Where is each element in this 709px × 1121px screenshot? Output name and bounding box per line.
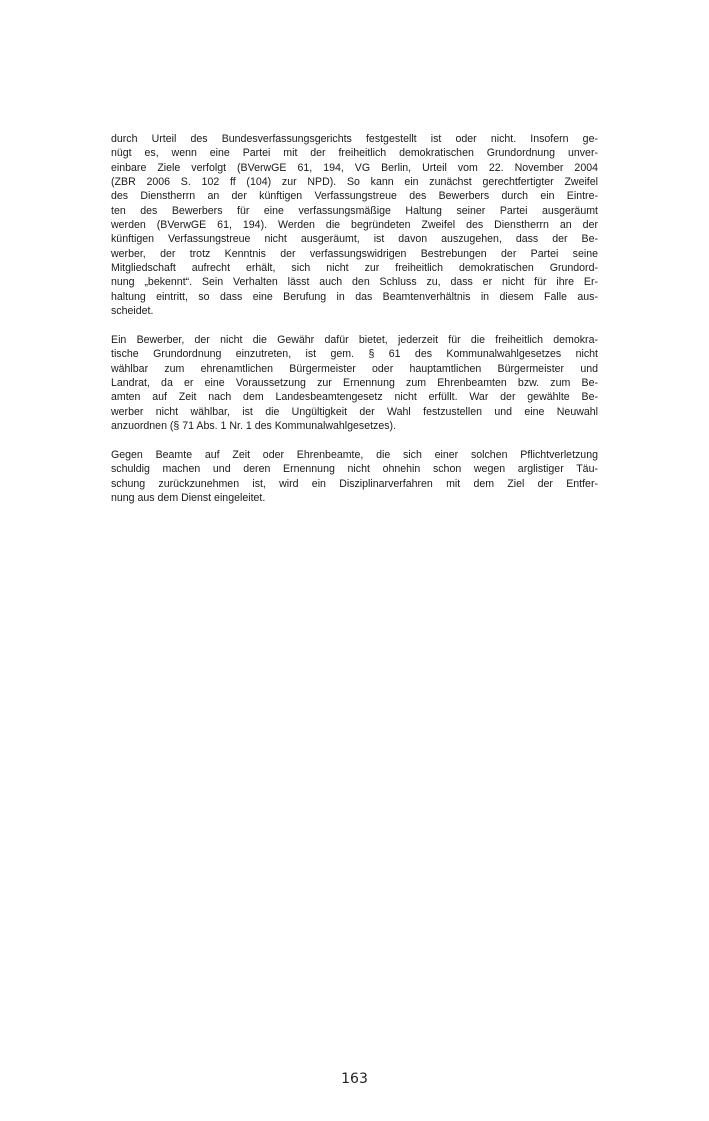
text-line: Mitgliedschaft aufrecht erhält, sich nicht zur freiheitlich demokratischen Grundord- xyxy=(111,262,598,275)
text-line: amten auf Zeit nach dem Landesbeamtengesetz nicht erfüllt. War der gewählte Be- xyxy=(111,391,598,404)
text-line: werber, der trotz Kenntnis der verfassungswidrigen Bestrebungen der Partei seine xyxy=(111,247,598,260)
text-line: Ein Bewerber, der nicht die Gewähr dafür bietet, jederzeit für die freiheitlich demokra- xyxy=(111,333,598,346)
text-line: haltung eintritt, so dass eine Berufung in das Beamtenverhältnis in diesem Falle aus- xyxy=(111,290,598,303)
text-line: des Dienstherrn an der künftigen Verfassungstreue des Bewerbers durch ein Eintre- xyxy=(111,190,598,203)
text-line: nung „bekennt“. Sein Verhalten lässt auch den Schluss zu, dass er nicht für ihre Er- xyxy=(111,276,598,289)
text-line: (ZBR 2006 S. 102 ff (104) zur NPD). So kann ein zunächst gerechtfertigter Zweifel xyxy=(111,176,598,189)
text-line: scheidet. xyxy=(111,305,154,318)
text-line: nung aus dem Dienst eingeleitet. xyxy=(111,491,266,504)
text-line: künftigen Verfassungstreue nicht ausgeräumt, ist davon auszugehen, dass der Be- xyxy=(111,233,598,246)
text-line: werden (BVerwGE 61, 194). Werden die begründeten Zweifel des Dienstherrn an der xyxy=(111,219,598,232)
text-line: durch Urteil des Bundesverfassungsgerichts festgestellt ist oder nicht. Insofern ge- xyxy=(111,133,598,145)
text-line: einbare Ziele verfolgt (BVerwGE 61, 194, VG Berlin, Urteil vom 22. November 2004 xyxy=(111,161,598,174)
text-line: tische Grundordnung einzutreten, ist gem. § 61 des Kommunalwahlgesetzes nicht xyxy=(111,348,598,361)
paragraph-1 xyxy=(111,132,598,318)
text-line: werber nicht wählbar, ist die Ungültigkeit der Wahl festzustellen und eine Neuwahl xyxy=(111,405,598,418)
text-line: ten des Bewerbers für eine verfassungsmäßige Haltung seiner Partei ausgeräumt xyxy=(111,204,598,217)
text-line: schung zurückzunehmen ist, wird ein Disziplinarverfahren mit dem Ziel der Entfer- xyxy=(111,477,598,490)
text-line: Landrat, da er eine Voraussetzung zur Ernennung zum Ehrenbeamten bzw. zum Be- xyxy=(111,377,598,389)
text-line: wählbar zum ehrenamtlichen Bürgermeister oder hauptamtlichen Bürgermeister und xyxy=(111,362,598,375)
page-number: 163 xyxy=(341,1071,368,1087)
paragraph-3 xyxy=(111,448,598,505)
text-line: anzuordnen (§ 71 Abs. 1 Nr. 1 des Kommunalwahlgesetzes). xyxy=(111,420,397,433)
text-line: Gegen Beamte auf Zeit oder Ehrenbeamte, die sich einer solchen Pflichtverletzung xyxy=(111,448,598,461)
text-line: nügt es, wenn eine Partei mit der freiheitlich demokratischen Grundordnung unver- xyxy=(111,147,598,160)
text-line: schuldig machen und deren Ernennung nicht ohnehin schon wegen arglistiger Täu- xyxy=(111,463,598,476)
paragraph-2 xyxy=(111,333,598,433)
body-text xyxy=(111,132,598,520)
